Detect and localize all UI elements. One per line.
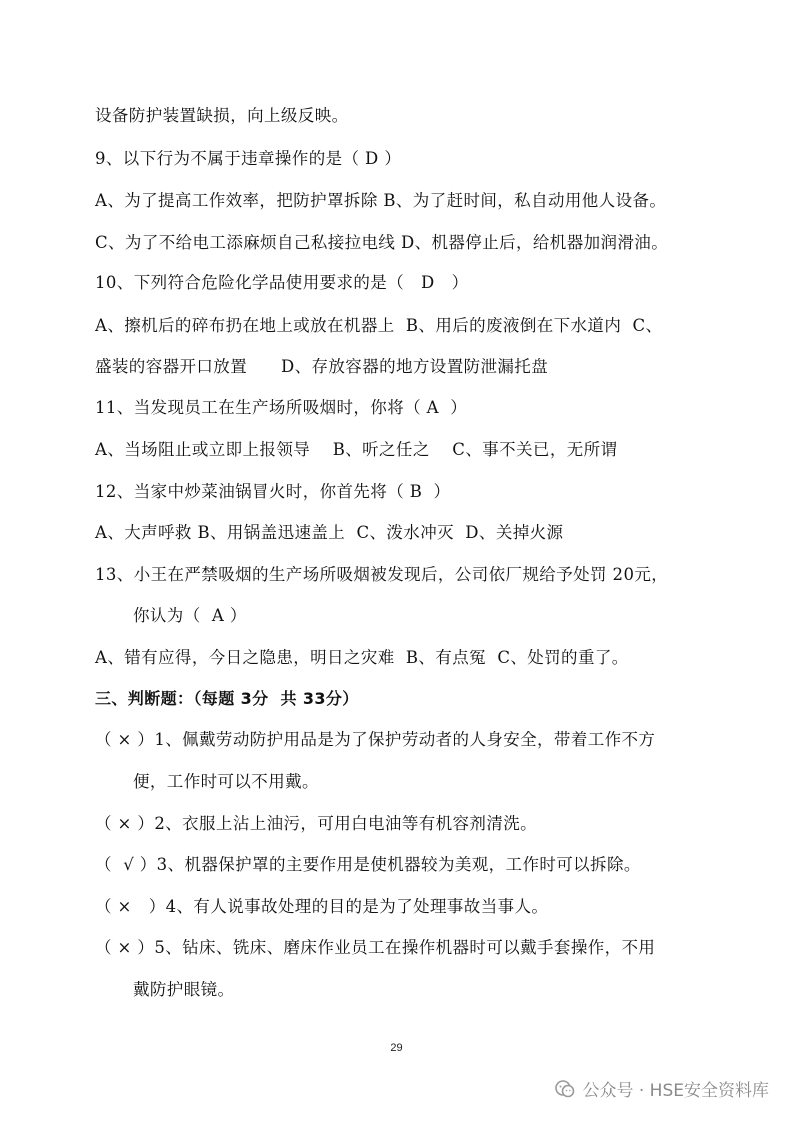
text-line: 便，工作时可以不用戴。: [133, 772, 319, 791]
text-line: A、错有应得，今日之隐患，明日之灾难 B、有点冤 C、处罚的重了。: [95, 648, 629, 667]
text-line: 你认为（ A ）: [133, 606, 247, 625]
question-11: 11、当发现员工在生产场所吸烟时，你将（ A ）: [95, 398, 468, 417]
question-9: 9、以下行为不属于违章操作的是（ D ）: [95, 149, 402, 168]
text-line: A、当场阻止或立即上报领导 B、听之任之 C、事不关已，无所谓: [95, 440, 618, 459]
text-line: A、大声呼救 B、用锅盖迅速盖上 C、泼水冲灭 D、关掉火源: [95, 523, 564, 542]
judgment-5: （ × ）5、钻床、铣床、磨床作业员工在操作机器时可以戴手套操作，不用: [95, 938, 656, 957]
text-line: C、为了不给电工添麻烦自己私接拉电线 D、机器停止后，给机器加润滑油。: [95, 233, 669, 252]
question-12: 12、当家中炒菜油锅冒火时，你首先将（ B ）: [95, 482, 451, 501]
page-number: 29: [390, 1042, 403, 1054]
question-10: 10、下列符合危险化学品使用要求的是（ D ）: [95, 273, 469, 292]
wechat-icon: [554, 1078, 576, 1100]
text-line: A、为了提高工作效率，把防护罩拆除 B、为了赶时间，私自动用他人设备。: [95, 191, 667, 210]
watermark: [554, 1076, 769, 1101]
question-13: 13、小王在严禁吸烟的生产场所吸烟被发现后，公司依厂规给予处罚 20元，: [95, 565, 669, 584]
text-line: 设备防护装置缺损，向上级反映。: [95, 106, 349, 125]
judgment-1: （ × ）1、佩戴劳动防护用品是为了保护劳动者的人身安全，带着工作不方: [95, 730, 656, 749]
text-line: A、擦机后的碎布扔在地上或放在机器上 B、用后的废液倒在下水道内 C、: [95, 316, 663, 335]
section-heading: 三、判断题：（每题 3分 共 33分）: [95, 689, 359, 708]
judgment-2: （ × ）2、衣服上沾上油污，可用白电油等有机容剂清洗。: [95, 814, 538, 833]
judgment-4: （ × ）4、有人说事故处理的目的是为了处理事故当事人。: [95, 897, 549, 916]
text-line: 戴防护眼镜。: [133, 980, 235, 999]
judgment-3: （ √ ）3、机器保护罩的主要作用是使机器较为美观，工作时可以拆除。: [95, 855, 641, 874]
watermark-text: 公众号 · HSE安全资料库: [582, 1081, 769, 1101]
text-line: 盛装的容器开口放置 D、存放容器的地方设置防泄漏托盘: [95, 357, 549, 376]
